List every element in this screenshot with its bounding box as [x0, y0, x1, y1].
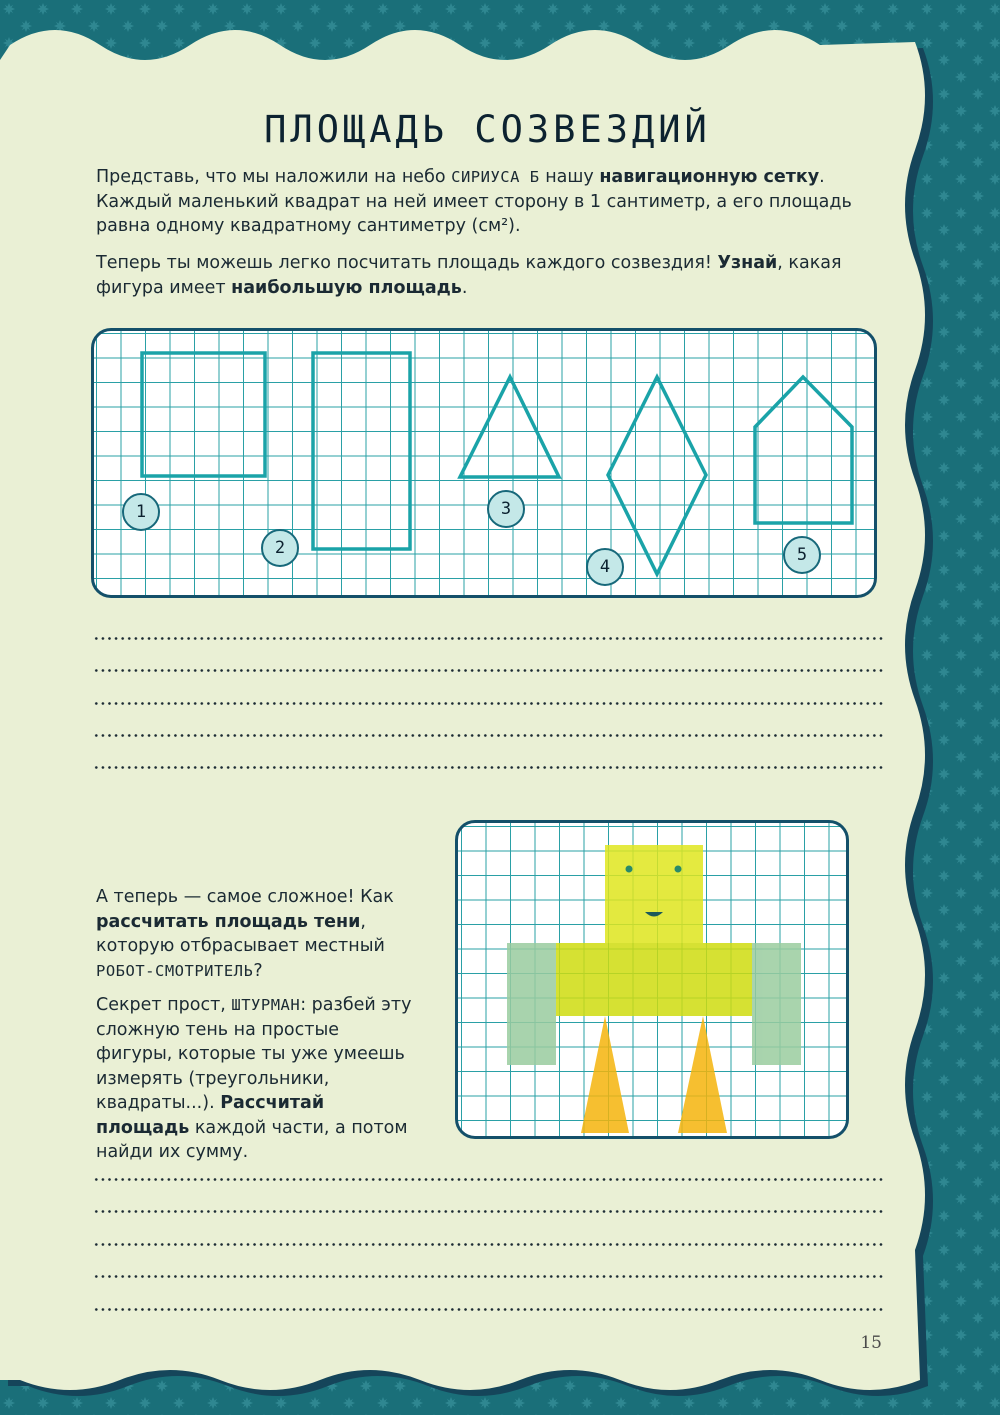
- figures-grid-board: [91, 328, 877, 598]
- text-run: Представь, что мы наложили на небо: [96, 167, 452, 187]
- robot-paragraph-1: [96, 885, 416, 983]
- answer-line[interactable]: [93, 1243, 883, 1246]
- figure-label-4: 4: [586, 548, 624, 586]
- robot-keeper-term: РОБОТ-СМОТРИТЕЛЬ: [96, 961, 254, 980]
- answer-line[interactable]: [93, 1275, 883, 1278]
- text-run: А теперь — самое сложное! Как: [96, 887, 394, 907]
- figure-label-3: 3: [487, 490, 525, 528]
- robot-left-eye: [626, 866, 633, 873]
- find-out-term: Узнай: [717, 253, 778, 273]
- answer-line[interactable]: [93, 734, 883, 737]
- figure-label-1: 1: [122, 493, 160, 531]
- navigator-term: ШТУРМАН: [231, 996, 301, 1014]
- answer-line[interactable]: [93, 1178, 883, 1181]
- intro-paragraph-2: [96, 251, 876, 300]
- robot-right-arm: [752, 943, 801, 1065]
- answer-line[interactable]: [93, 669, 883, 672]
- text-run: .: [461, 277, 468, 298]
- answer-line[interactable]: [93, 1308, 883, 1311]
- robot-paragraph-2: [96, 993, 416, 1165]
- text-run: , которую отбрасывает местный: [96, 911, 385, 956]
- text-run: Теперь ты можешь легко посчитать площадь каждого созвездия!: [96, 253, 718, 273]
- figure-4-rhombus: [608, 377, 706, 574]
- text-run: , какая фигура имеет: [96, 253, 842, 298]
- figure-5-house-pentagon: [755, 377, 852, 523]
- text-run: Секрет прост,: [96, 995, 232, 1015]
- robot-body: [556, 943, 752, 1016]
- answer-line[interactable]: [93, 1210, 883, 1213]
- figure-3-triangle: [460, 377, 559, 477]
- robot-right-leg-triangle: [678, 1016, 727, 1133]
- figures-canvas: [94, 331, 874, 595]
- answer-line[interactable]: [93, 637, 883, 640]
- largest-area-term: наибольшую площадь: [231, 277, 462, 298]
- page-title: ПЛОЩАДЬ СОЗВЕЗДИЙ: [264, 108, 711, 151]
- answer-line[interactable]: [93, 766, 883, 769]
- figure-2-rectangle: [313, 353, 410, 549]
- shadow-area-term: рассчитать площадь тени: [96, 911, 361, 932]
- text-run: нашу: [539, 167, 600, 187]
- page-number: 15: [860, 1333, 882, 1353]
- robot-left-leg-triangle: [581, 1016, 629, 1133]
- text-run: каждой части, а потом найди их сумму.: [96, 1117, 408, 1162]
- intro-paragraph-1: [96, 165, 876, 239]
- robot-right-eye: [675, 866, 682, 873]
- robot-left-arm: [507, 943, 556, 1065]
- navigation-grid-term: навигационную сетку: [599, 167, 820, 187]
- robot-head: [605, 845, 703, 943]
- answer-line[interactable]: [93, 702, 883, 705]
- text-run: : разбей эту сложную тень на простые фигуры, которые ты уже умеешь измерять (треугольники, квадраты...).: [96, 995, 412, 1113]
- sirius-b-term: СИРИУСА Б: [451, 168, 540, 186]
- text-run: . Каждый маленький квадрат на ней имеет сторону в 1 сантиметр, а его площадь равна одному квадратному сантиметру (см²).: [96, 167, 852, 236]
- figure-1-square: [142, 353, 265, 476]
- calculate-area-term: Рассчитай площадь: [96, 1093, 325, 1138]
- robot-grid-board: [455, 820, 849, 1139]
- text-run: ?: [253, 960, 263, 981]
- figure-label-2: 2: [261, 529, 299, 567]
- robot-shadow-canvas: [458, 823, 846, 1136]
- figure-label-5: 5: [783, 536, 821, 574]
